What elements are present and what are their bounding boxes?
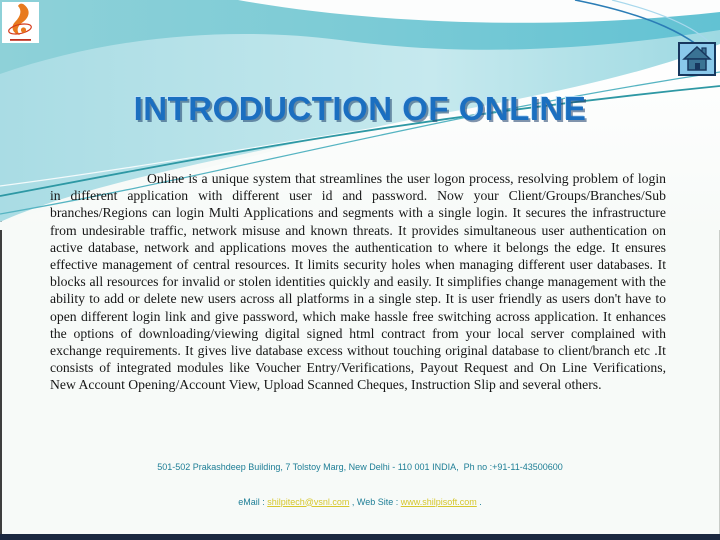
footer-email-label: eMail : [238, 496, 268, 507]
footer [0, 439, 720, 531]
company-logo [2, 2, 39, 43]
email-link[interactable]: shilpitech@vsnl.com [267, 496, 350, 507]
website-link[interactable]: www.shilpisoft.com [400, 496, 477, 507]
home-button[interactable] [678, 42, 716, 76]
slide-body-paragraph: Online is a unique system that streamlines the user logon process, resolving problem of login in different application with different user id and password. Now your Client/Groups/Branches/Sub branches/Regions can login Multi Applications and segments with a single login. It secures the infrastructure from undesirable traffic, network misuse and known threats. It provides simultaneous user authentication on active database, network and applications moves the authentication to where it belongs the edge. It ensures effective management of central resources. It limits security holes when managing different user databases. It blocks all resources for invalid or stolen identities quickly and easily. It simplifies change management with the ability to add or delete new users across all platforms in a single step. It is user friendly as users don't have to open different login link and give password, which make hassle free switching across application. It enhances the options of downloading/viewing digital signed html contract from your local server complained with exchange requirements. It gives live database excess without touching original database to client/branch etc .It consists of integrated modules like Voucher Entry/Verifications, Payout Request and On Line Verifications, New Account Opening/Account View, Upload Scanned Cheques, Instruction Slip and several others. [50, 171, 666, 393]
slide-title: INTRODUCTION OF ONLINE [133, 90, 587, 127]
home-icon [682, 46, 712, 72]
footer-period: . [476, 496, 482, 507]
bottom-navy-bar [0, 534, 720, 540]
dolphin-logo-icon [2, 2, 39, 43]
footer-address: 501-502 Prakashdeep Building, 7 Tolstoy Marg, New Delhi - 110 001 INDIA, Ph no :+91-11-43500600 [157, 462, 563, 472]
footer-website-label: , Web Site : [349, 496, 401, 507]
footer-contacts [0, 497, 720, 509]
